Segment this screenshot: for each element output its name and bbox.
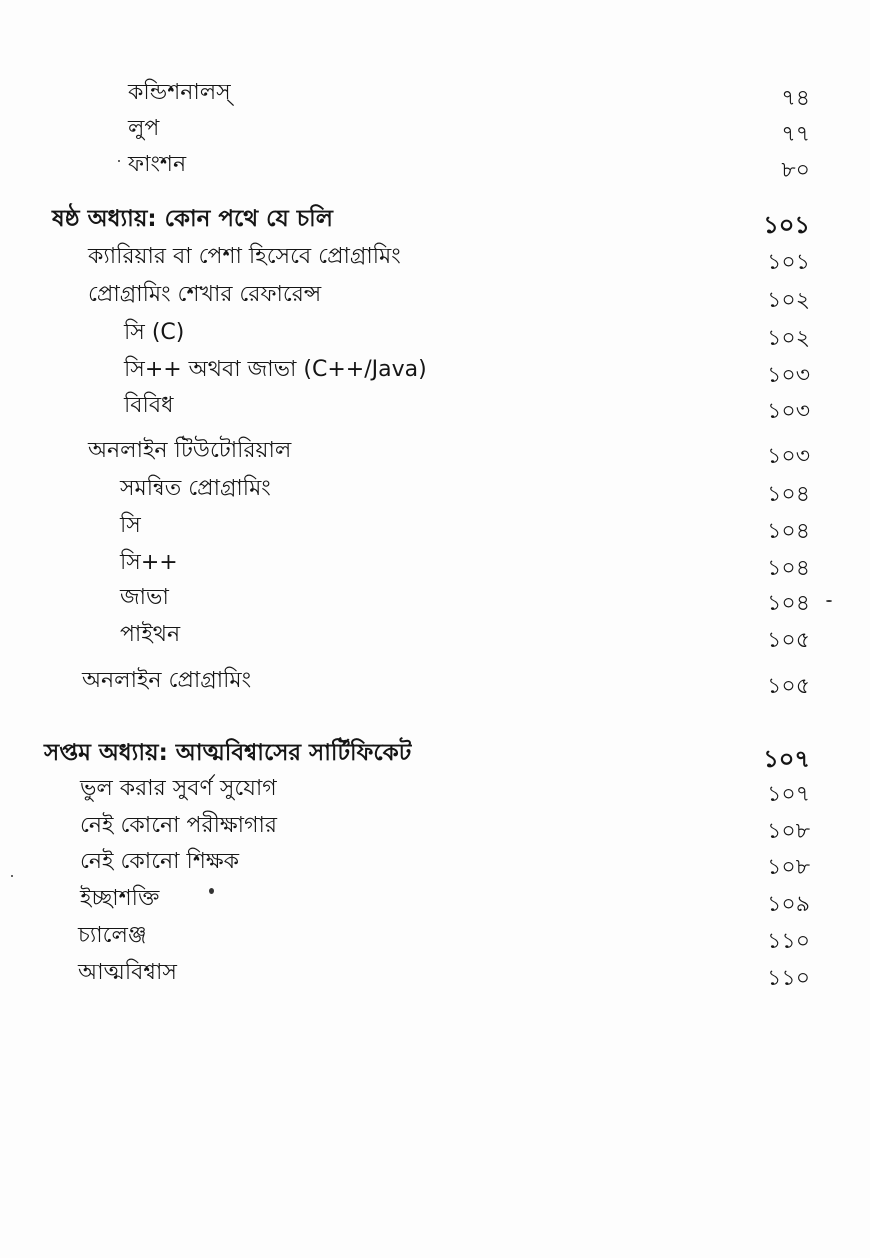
entry-page: ১০৩	[767, 363, 810, 388]
entry-page: ১০৪	[767, 591, 810, 616]
entry-title: নেই কোনো শিক্ষক	[80, 849, 240, 874]
entry-title: সি	[120, 513, 141, 538]
toc-entry	[0, 474, 870, 514]
entry-title: জাভা	[120, 585, 169, 610]
chapter-title: সপ্তম অধ্যায়: আত্মবিশ্বাসের সার্টিফিকেট	[44, 740, 412, 766]
entry-title: অনলাইন প্রোগ্রামিং	[82, 668, 252, 693]
entry-page: ১০৪	[767, 482, 810, 507]
entry-title: প্রোগ্রামিং শেখার রেফারেন্স	[88, 282, 322, 307]
toc-entry	[0, 150, 870, 190]
entry-title: কন্ডিশনালস্	[128, 80, 231, 105]
toc-entry	[0, 884, 870, 924]
entry-title: ভুল করার সুবর্ণ সুযোগ	[80, 776, 277, 801]
chapter-page: ১০১	[763, 211, 810, 239]
toc-entry	[0, 391, 870, 431]
entry-title: সি++	[120, 550, 178, 575]
entry-title: ফাংশন	[128, 152, 187, 177]
entry-title: ক্যারিয়ার বা পেশা হিসেবে প্রোগ্রামিং	[88, 244, 401, 269]
chapter-title: ষষ্ঠ অধ্যায়: কোন পথে যে চলি	[52, 206, 333, 232]
chapter-page: ১০৭	[763, 745, 810, 773]
entry-page: ৭৭	[781, 122, 810, 147]
entry-title: সি (C)	[124, 320, 185, 345]
entry-page: ১০৫	[767, 674, 810, 699]
scan-speck	[118, 160, 120, 162]
entry-page: ১০১	[767, 250, 810, 275]
toc-entry	[0, 620, 870, 660]
toc-entry	[0, 242, 870, 282]
toc-entry	[0, 78, 870, 118]
entry-page: ৮০	[781, 158, 810, 183]
entry-title: সি++ অথবা জাভা (C++/Java)	[124, 357, 427, 382]
toc-entry	[0, 548, 870, 588]
entry-title: সমন্বিত প্রোগ্রামিং	[120, 476, 271, 501]
scan-speck	[826, 600, 832, 602]
toc-entry	[0, 583, 870, 623]
entry-title: নেই কোনো পরীক্ষাগার	[80, 813, 277, 838]
entry-title: চ্যালেঞ্জ	[78, 923, 147, 948]
entry-title: আত্মবিশ্বাস	[78, 960, 177, 985]
entry-page: ১১০	[767, 966, 810, 991]
entry-title: লুপ	[128, 116, 160, 141]
scan-speck	[11, 875, 13, 877]
entry-page: ১০৫	[767, 628, 810, 653]
toc-entry	[0, 921, 870, 961]
chapter-heading	[0, 738, 870, 778]
toc-entry	[0, 511, 870, 551]
entry-page: ১০৪	[767, 519, 810, 544]
toc-entry	[0, 811, 870, 851]
toc-entry	[0, 318, 870, 358]
toc-entry	[0, 436, 870, 476]
entry-title: বিবিধ	[124, 393, 174, 418]
entry-page: ১০৩	[767, 399, 810, 424]
entry-page: ১০৮	[767, 855, 810, 880]
chapter-heading	[0, 204, 870, 244]
entry-page: ১০২	[767, 326, 810, 351]
toc-entry	[0, 666, 870, 706]
scan-speck	[209, 888, 214, 894]
toc-entry	[0, 958, 870, 998]
entry-page: ১০৯	[767, 892, 810, 917]
entry-page: ১০২	[767, 288, 810, 313]
toc-entry	[0, 355, 870, 395]
entry-page: ১০৩	[767, 444, 810, 469]
entry-page: ১০৮	[767, 819, 810, 844]
toc-entry	[0, 847, 870, 887]
entry-page: ৭৪	[781, 86, 810, 111]
toc-entry	[0, 280, 870, 320]
entry-title: পাইথন	[120, 622, 181, 647]
toc-entry	[0, 114, 870, 154]
entry-page: ১১০	[767, 929, 810, 954]
toc-entry	[0, 774, 870, 814]
entry-page: ১০৪	[767, 556, 810, 581]
entry-page: ১০৭	[767, 782, 810, 807]
entry-title: ইচ্ছাশক্তি	[80, 886, 160, 911]
entry-title: অনলাইন টিউটোরিয়াল	[88, 438, 292, 463]
